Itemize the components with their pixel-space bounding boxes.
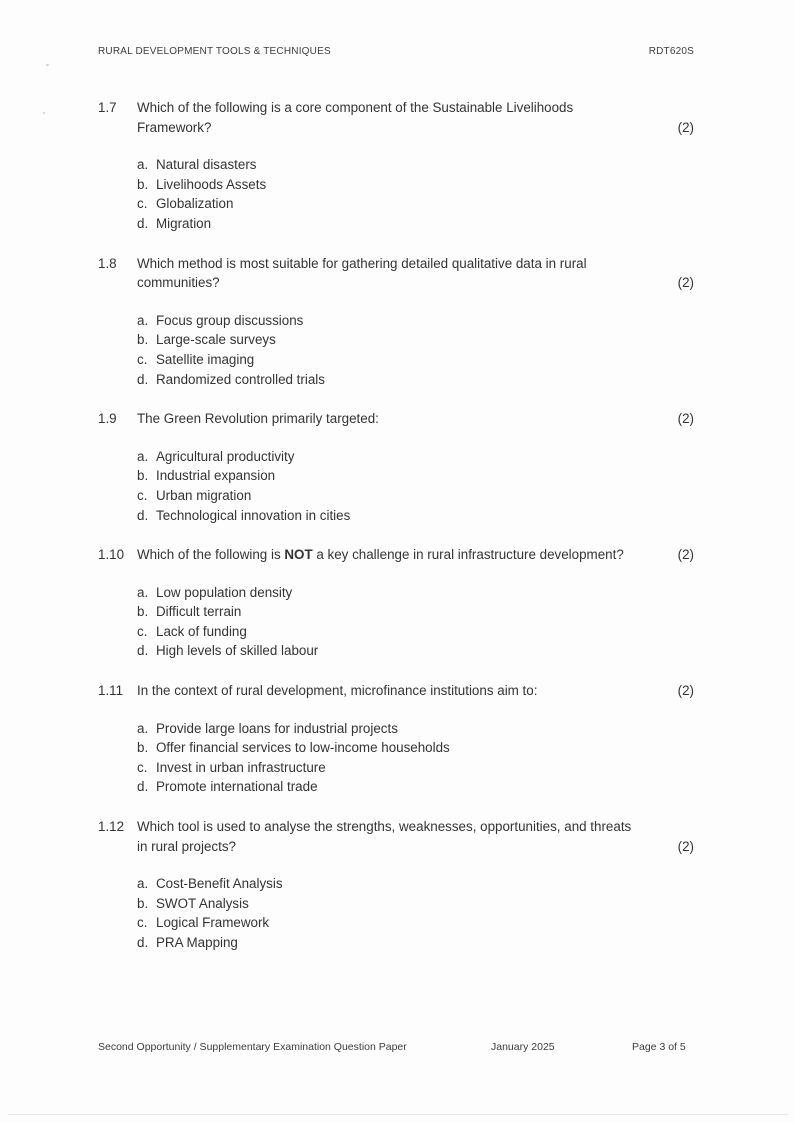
option-letter: a.	[137, 876, 149, 892]
option-text: Low population density	[156, 584, 293, 600]
option-letter: d.	[137, 507, 149, 523]
option-item	[137, 894, 694, 914]
question-head	[98, 681, 694, 701]
option-item	[137, 214, 694, 234]
options-list	[137, 874, 694, 952]
option-item	[137, 486, 694, 506]
page-header	[98, 45, 694, 58]
option-letter: b.	[137, 740, 149, 756]
question-text	[137, 409, 379, 429]
option-letter: c.	[137, 623, 148, 639]
question-head	[98, 817, 694, 856]
question-head	[98, 409, 694, 429]
options-list	[137, 155, 694, 233]
options-list	[137, 583, 694, 661]
question-line: communities?	[137, 275, 220, 291]
question-head	[98, 254, 694, 293]
option-letter: d.	[137, 935, 149, 950]
option-letter: a.	[137, 312, 149, 328]
option-text: Natural disasters	[156, 157, 257, 173]
question-block	[98, 817, 694, 953]
option-letter: b.	[137, 332, 149, 348]
option-text: Lack of funding	[156, 623, 247, 639]
question-head	[98, 545, 694, 565]
options-list	[137, 311, 694, 389]
option-text: PRA Mapping	[156, 935, 238, 950]
option-letter: b.	[137, 176, 149, 192]
question-marks: (2)	[677, 838, 694, 854]
option-text: Industrial expansion	[156, 468, 276, 484]
option-text: Provide large loans for industrial projects	[156, 720, 398, 736]
question-head	[98, 98, 694, 137]
question-number: 1.11	[98, 683, 124, 699]
option-text: Globalization	[156, 196, 234, 212]
scan-speck	[46, 64, 49, 66]
option-letter: b.	[137, 895, 149, 911]
question-block	[98, 254, 694, 390]
option-text: Urban migration	[156, 487, 252, 503]
option-item	[137, 370, 694, 390]
option-letter: d.	[137, 643, 149, 659]
option-text: Migration	[156, 215, 212, 231]
option-text: Cost-Benefit Analysis	[156, 876, 283, 892]
option-text: SWOT Analysis	[156, 895, 249, 911]
footer-paper-title: Second Opportunity / Supplementary Examination Question Paper	[98, 1041, 407, 1053]
option-item	[137, 175, 694, 195]
question-line: The Green Revolution primarily targeted:	[137, 411, 379, 427]
option-letter: c.	[137, 196, 148, 212]
question-text	[137, 545, 624, 565]
option-letter: b.	[137, 604, 149, 620]
question-line: In the context of rural development, microfinance institutions aim to:	[137, 683, 538, 699]
options-list	[137, 719, 694, 797]
option-item	[137, 758, 694, 778]
scan-page-edge	[8, 1114, 788, 1115]
options-list	[137, 447, 694, 525]
option-item	[137, 641, 694, 661]
question-block	[98, 681, 694, 797]
question-number: 1.8	[98, 255, 117, 271]
question-marks: (2)	[677, 547, 694, 563]
option-letter: b.	[137, 468, 149, 484]
option-letter: c.	[137, 759, 148, 775]
option-text: Satellite imaging	[156, 351, 255, 367]
option-text: Agricultural productivity	[156, 448, 295, 464]
option-text: Large-scale surveys	[156, 332, 276, 348]
option-letter: d.	[137, 215, 149, 231]
option-text: Focus group discussions	[156, 312, 304, 328]
question-block	[98, 545, 694, 661]
option-item	[137, 738, 694, 758]
footer-page-indicator: Page 3 of 5	[632, 1041, 686, 1053]
option-text: Invest in urban infrastructure	[156, 759, 326, 775]
option-text: Offer financial services to low-income households	[156, 740, 450, 756]
question-text	[137, 817, 631, 856]
question-marks: (2)	[677, 119, 694, 135]
option-item	[137, 447, 694, 467]
option-letter: c.	[137, 915, 148, 931]
option-text: Randomized controlled trials	[156, 371, 325, 387]
question-number: 1.10	[98, 547, 125, 563]
option-item	[137, 350, 694, 370]
option-text: Promote international trade	[156, 779, 318, 795]
question-line: Which method is most suitable for gathering detailed qualitative data in rural	[137, 255, 587, 271]
option-item	[137, 194, 694, 214]
option-item	[137, 583, 694, 603]
question-number: 1.9	[98, 411, 117, 427]
option-letter: a.	[137, 157, 149, 173]
question-marks: (2)	[677, 411, 694, 427]
footer-date: January 2025	[491, 1041, 555, 1053]
course-code: RDT620S	[648, 46, 694, 57]
option-letter: d.	[137, 371, 149, 387]
option-letter: c.	[137, 487, 148, 503]
question-line: Which of the following is NOT a key challenge in rural infrastructure development?	[137, 547, 624, 563]
option-item	[137, 719, 694, 739]
question-number: 1.7	[98, 100, 117, 115]
question-block	[98, 409, 694, 525]
option-item	[137, 466, 694, 486]
option-letter: a.	[137, 584, 149, 600]
question-text	[137, 98, 573, 137]
question-block	[98, 98, 694, 234]
question-text	[137, 254, 587, 293]
question-marks: (2)	[677, 275, 694, 291]
option-text: High levels of skilled labour	[156, 643, 319, 659]
option-letter: c.	[137, 351, 148, 367]
option-item	[137, 506, 694, 526]
option-letter: d.	[137, 779, 149, 795]
option-item	[137, 330, 694, 350]
question-line: Framework?	[137, 119, 212, 135]
option-text: Technological innovation in cities	[156, 507, 351, 523]
option-item	[137, 874, 694, 894]
question-number: 1.12	[98, 819, 125, 835]
option-item	[137, 602, 694, 622]
option-item	[137, 311, 694, 331]
option-text: Logical Framework	[156, 915, 270, 931]
option-item	[137, 155, 694, 175]
question-line: Which of the following is a core component of the Sustainable Livelihoods	[137, 100, 574, 115]
questions	[98, 98, 694, 973]
option-text: Difficult terrain	[156, 604, 242, 620]
option-item	[137, 777, 694, 797]
scan-speck	[43, 112, 45, 114]
option-letter: a.	[137, 448, 149, 464]
option-item	[137, 933, 694, 953]
question-text	[137, 681, 537, 701]
option-letter: a.	[137, 720, 149, 736]
option-text: Livelihoods Assets	[156, 176, 267, 192]
option-item	[137, 622, 694, 642]
question-marks: (2)	[677, 683, 694, 699]
course-title: RURAL DEVELOPMENT TOOLS & TECHNIQUES	[98, 46, 331, 57]
option-item	[137, 913, 694, 933]
question-line: in rural projects?	[137, 838, 236, 854]
question-line: Which tool is used to analyse the strengths, weaknesses, opportunities, and threats	[137, 819, 632, 835]
